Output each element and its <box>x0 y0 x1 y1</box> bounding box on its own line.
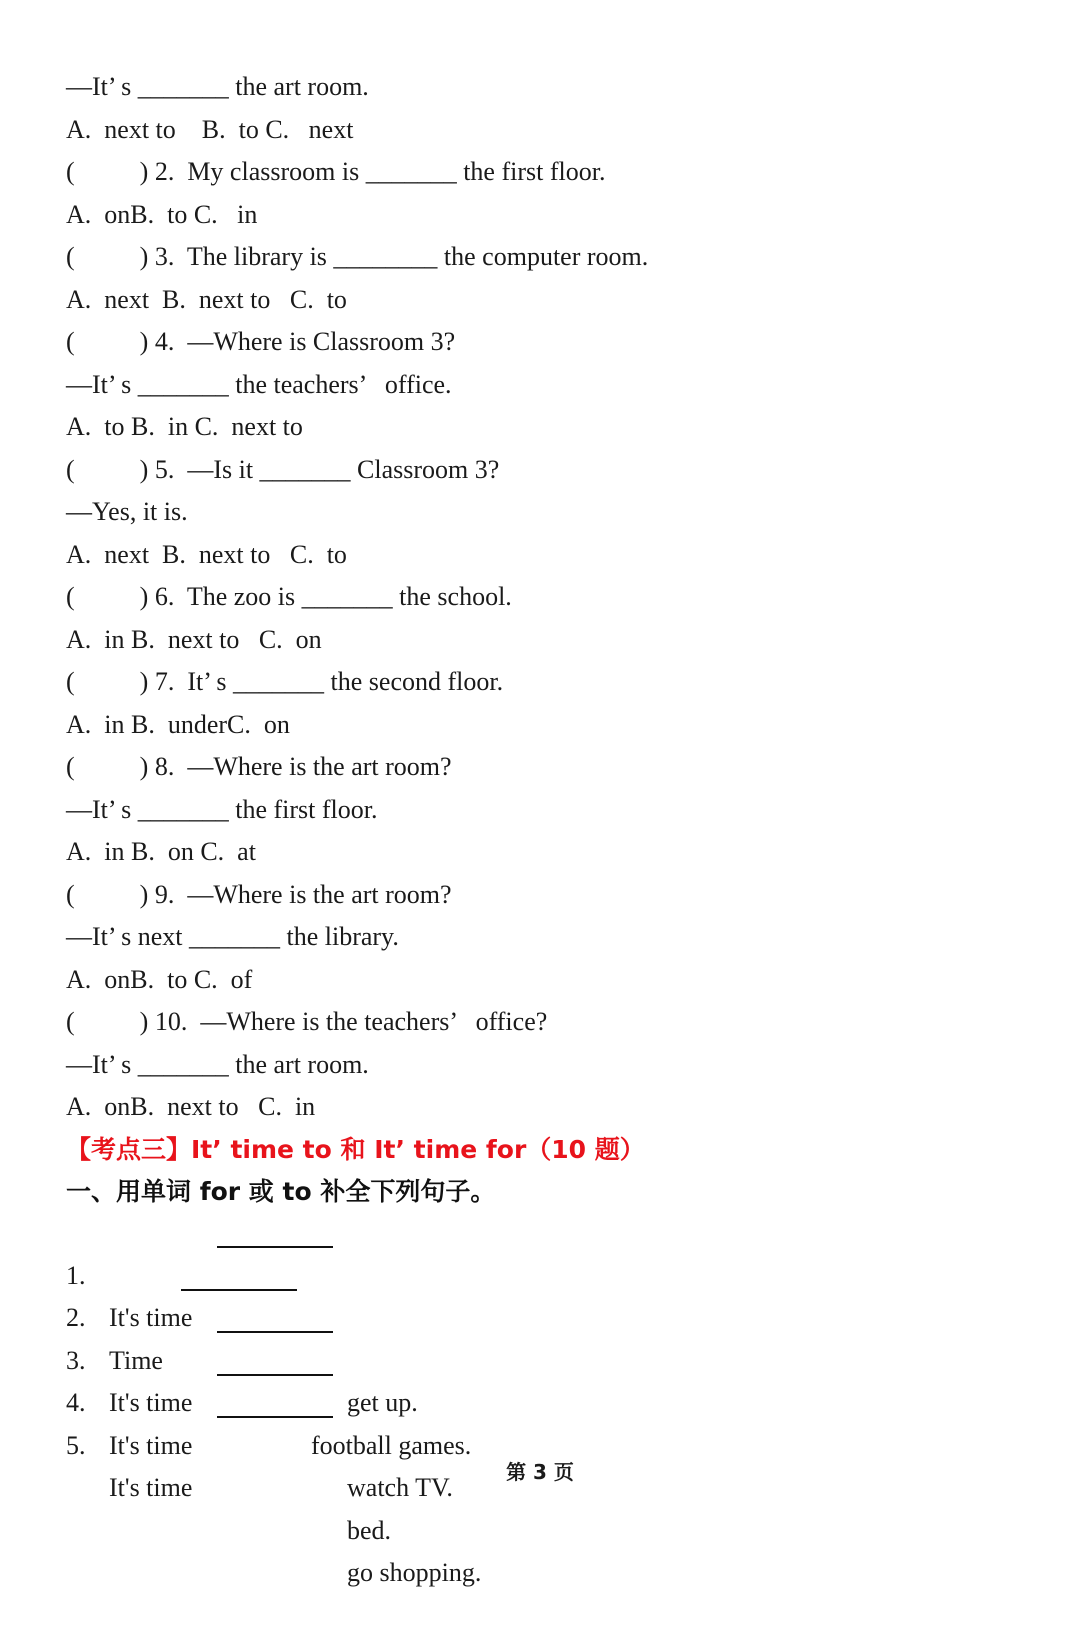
question-line: ( ) 10. —Where is the teachers’ office? <box>66 1007 548 1036</box>
question-line: A. onB. to C. of <box>66 964 253 994</box>
item-tail-text: football games. <box>311 1430 472 1460</box>
item-tail-text: watch TV. <box>347 1473 453 1502</box>
question-line: —It’ s _______ the art room. <box>66 72 369 101</box>
question-line: ( ) 5. —Is it _______ Classroom 3? <box>66 454 500 484</box>
question-line: A. in B. next to C. on <box>66 624 322 654</box>
question-line: A. next B. next to C. to <box>66 284 347 314</box>
item-number: 5. <box>66 1430 86 1460</box>
question-line: A. in B. on C. at <box>66 837 256 866</box>
question-list <box>66 66 1026 1214</box>
question-line: A. next B. next to C. to <box>66 539 347 569</box>
answer-blank[interactable] <box>217 1374 333 1376</box>
question-line: ( ) 7. It’ s _______ the second floor. <box>66 667 504 696</box>
question-line: A. onB. to C. in <box>66 199 258 229</box>
question-line: ( ) 8. —Where is the art room? <box>66 752 452 781</box>
answer-blank[interactable] <box>217 1246 333 1248</box>
question-line: —It’ s _______ the art room. <box>66 1049 369 1079</box>
page-number: 第 3 页 <box>506 1460 574 1484</box>
question-line: ( ) 2. My classroom is _______ the first floor. <box>66 157 606 186</box>
question-line: —It’ s _______ the teachers’ office. <box>66 369 452 399</box>
question-line: ( ) 4. —Where is Classroom 3? <box>66 327 456 356</box>
item-number: 2. <box>66 1303 86 1332</box>
question-line: A. to B. in C. next to <box>66 412 303 441</box>
item-lead-text: It's time <box>109 1303 193 1332</box>
item-lead-text: It's time <box>109 1430 193 1460</box>
question-line: —It’ s _______ the first floor. <box>66 794 378 824</box>
question-line: A. onB. next to C. in <box>66 1092 316 1121</box>
fill-in-item <box>66 1212 1026 1417</box>
section-heading: 【考点三】It’ time to 和 It’ time for（10 题） <box>66 1134 645 1164</box>
question-line: —It’ s next _______ the library. <box>66 922 399 951</box>
question-line: ( ) 9. —Where is the art room? <box>66 879 452 909</box>
item-tail-text: go shopping. <box>347 1558 482 1587</box>
item-lead-text: Time <box>109 1345 163 1375</box>
question-line: ( ) 3. The library is ________ the computer room. <box>66 242 649 271</box>
item-number: 4. <box>66 1388 86 1417</box>
question-line: A. in B. underC. on <box>66 709 290 739</box>
question-line: A. next to B. to C. next <box>66 114 354 144</box>
item-lead-text: It's time <box>109 1388 193 1417</box>
item-number: 1. <box>66 1260 86 1290</box>
item-tail-text: bed. <box>347 1515 392 1545</box>
exercise-heading: 一、用单词 for 或 to 补全下列句子。 <box>66 1177 496 1206</box>
answer-blank[interactable] <box>217 1416 333 1418</box>
item-number: 3. <box>66 1345 86 1375</box>
answer-blank[interactable] <box>181 1289 297 1291</box>
question-line: —Yes, it is. <box>66 497 188 526</box>
item-tail-text: get up. <box>347 1388 418 1417</box>
question-line: ( ) 6. The zoo is _______ the school. <box>66 582 512 611</box>
answer-blank[interactable] <box>217 1331 333 1333</box>
item-lead-text: It's time <box>109 1473 193 1502</box>
